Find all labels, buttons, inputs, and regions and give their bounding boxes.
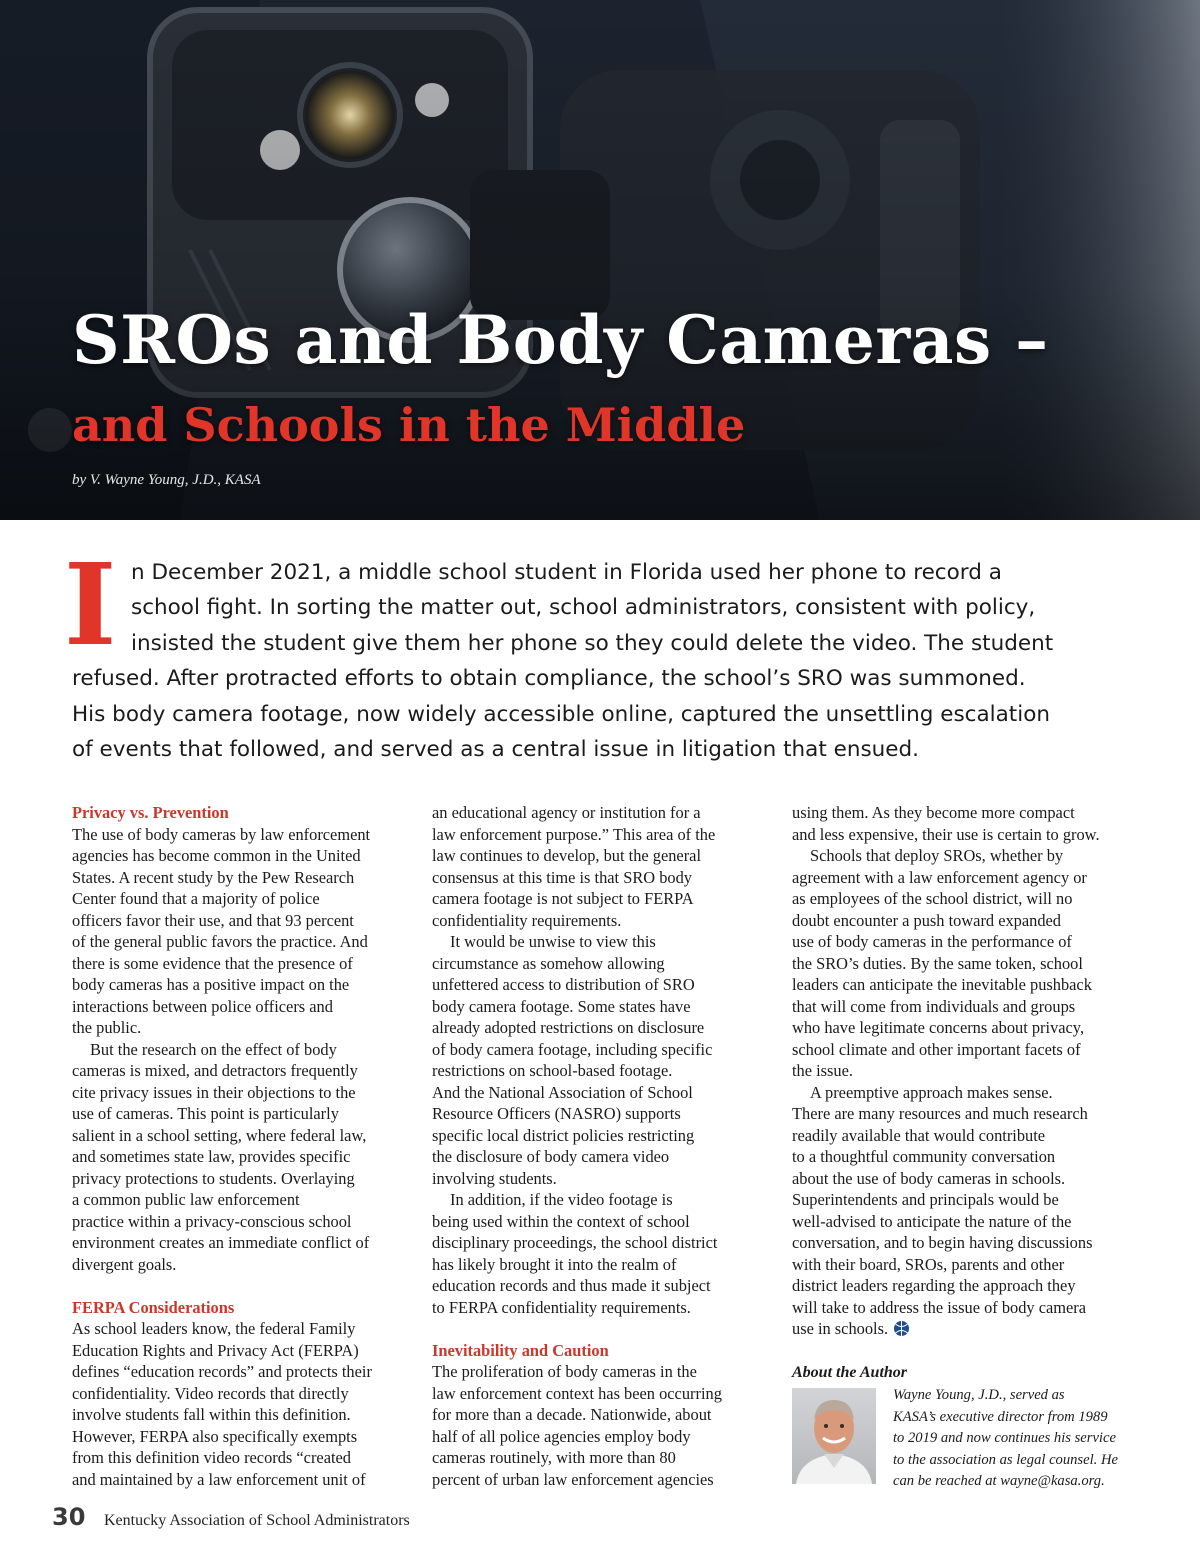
column-1 [72, 802, 412, 1490]
text-line: to FERPA confidentiality requirements. [432, 1297, 691, 1317]
text-line: there is some evidence that the presence of [72, 953, 353, 973]
section-heading: Inevitability and Caution [432, 1340, 609, 1360]
column-3 [792, 802, 1132, 1340]
text-line: camera footage is not subject to FERPA [432, 889, 694, 908]
text-line: And the National Association of School [432, 1082, 693, 1102]
text-line: to 2019 and now continues his service [893, 1430, 1116, 1446]
text-line: can be reached at wayne@kasa.org. [893, 1473, 1105, 1489]
text-line: involve students fall within this definition. [72, 1405, 351, 1424]
text-line: from this definition video records “created [72, 1448, 351, 1467]
text-line: cameras is mixed, and detractors frequently [72, 1061, 358, 1080]
text-line: a common public law enforcement [72, 1190, 300, 1209]
text-line: restrictions on school-based footage. [432, 1061, 673, 1080]
basketball-end-icon [894, 1321, 909, 1336]
text-line: use of body cameras in the performance of [792, 932, 1072, 951]
paragraph [792, 1082, 1132, 1340]
text-line: percent of urban law enforcement agencies [432, 1469, 714, 1489]
text-line: defines “education records” and protects their [72, 1362, 372, 1381]
text-line: with their board, SROs, parents and other [792, 1254, 1065, 1274]
text-line: Schools that deploy SROs, whether by [810, 846, 1064, 865]
text-line: Wayne Young, J.D., served as [893, 1387, 1065, 1403]
intro-line: insisted the student give them her phone so they could delete the video. The student [131, 631, 1054, 656]
text-line: confidentiality. Video records that directly [72, 1383, 349, 1403]
text-line: However, FERPA also specifically exempts [72, 1426, 358, 1446]
text-line-final [792, 1318, 1132, 1340]
page-number: 30 [52, 1503, 86, 1531]
publication-name: Kentucky Association of School Administrators [104, 1512, 410, 1529]
text-line: already adopted restrictions on disclosure [432, 1018, 705, 1037]
text-line: agencies has become common in the United [72, 846, 361, 865]
text-line: and maintained by a law enforcement unit of [72, 1469, 366, 1489]
paragraph [432, 931, 772, 1189]
hero-image [0, 0, 1200, 520]
text-line: school climate and other important facets of [792, 1039, 1081, 1059]
text-line: A preemptive approach makes sense. [810, 1082, 1053, 1102]
text-line: It would be unwise to view this [450, 932, 656, 951]
text-line: agreement with a law enforcement agency or [792, 867, 1087, 887]
text-line: the public. [72, 1018, 142, 1037]
text-line: the SRO’s duties. By the same token, school [792, 953, 1083, 973]
intro-line: of events that followed, and served as a central issue in litigation that ensued. [72, 737, 919, 762]
text-line: of the general public favors the practice. And [72, 932, 368, 951]
text-line: salient in a school setting, where federal law, [72, 1125, 367, 1145]
text-line: use of cameras. This point is particularly [72, 1104, 339, 1123]
section-heading: Privacy vs. Prevention [72, 803, 229, 822]
text-line: being used within the context of school [432, 1211, 690, 1231]
paragraph [72, 1039, 412, 1276]
text-line: an educational agency or institution for a [432, 803, 701, 822]
text-line: Resource Officers (NASRO) supports [432, 1104, 681, 1123]
text-line: has likely brought it into the realm of [432, 1254, 677, 1274]
text-line: well-advised to anticipate the nature of the [792, 1211, 1072, 1231]
text-line: As school leaders know, the federal Family [72, 1319, 356, 1338]
article-subtitle: and Schools in the Middle [72, 398, 746, 452]
text-line: law enforcement purpose.” This area of the [432, 824, 716, 844]
text-line: cameras routinely, with more than 80 [432, 1448, 676, 1467]
text-line: disciplinary proceedings, the school district [432, 1233, 718, 1252]
text-line: confidentiality requirements. [432, 910, 622, 930]
text-line: specific local district policies restricting [432, 1125, 695, 1145]
intro-line: refused. After protracted efforts to obtain compliance, the school’s SRO was summoned. [72, 666, 1026, 691]
text-line: for more than a decade. Nationwide, about [432, 1405, 712, 1424]
text-line: But the research on the effect of body [90, 1039, 337, 1059]
text-line: consensus at this time is that SRO body [432, 867, 692, 887]
intro-line: His body camera footage, now widely accessible online, captured the unsettling escalation [72, 702, 1050, 727]
text-line: unfettered access to distribution of SRO [432, 975, 695, 994]
text-line: doubt encounter a push toward expanded [792, 910, 1061, 930]
text-line: In addition, if the video footage is [450, 1190, 673, 1209]
paragraph [432, 1189, 772, 1318]
text-line: KASA’s executive director from 1989 [893, 1408, 1108, 1425]
text-line: and less expensive, their use is certain to grow. [792, 824, 1100, 844]
text-line: law continues to develop, but the general [432, 846, 701, 865]
text-line: officers favor their use, and that 93 percent [72, 910, 354, 930]
author-bio [893, 1385, 1143, 1493]
text-line: readily available that would contribute [792, 1125, 1046, 1145]
paragraph [432, 1361, 772, 1490]
text-line: interactions between police officers and [72, 996, 333, 1016]
text-line: involving students. [432, 1168, 557, 1188]
drop-cap: I [64, 540, 117, 671]
paragraph [792, 845, 1132, 1082]
byline: by V. Wayne Young, J.D., KASA [72, 472, 261, 488]
text-line: as employees of the school district, will no [792, 889, 1073, 908]
intro-line: school fight. In sorting the matter out, school administrators, consistent with policy, [131, 595, 1036, 620]
paragraph [792, 802, 1132, 845]
intro-line: n December 2021, a middle school student in Florida used her phone to record a [131, 560, 1002, 585]
text-line: circumstance as somehow allowing [432, 953, 665, 973]
text-line: privacy protections to students. Overlaying [72, 1168, 355, 1188]
text-line: that will come from individuals and groups [792, 996, 1076, 1016]
text-line: about the use of body cameras in schools. [792, 1168, 1066, 1188]
text-line: of body camera footage, including specific [432, 1039, 713, 1059]
text-line: The proliferation of body cameras in the [432, 1362, 697, 1381]
column-2 [432, 802, 772, 1490]
text-line: to the association as legal counsel. He [893, 1451, 1118, 1468]
text-line: Education Rights and Privacy Act (FERPA) [72, 1340, 359, 1360]
section-heading: FERPA Considerations [72, 1297, 235, 1317]
text-line: district leaders regarding the approach they [792, 1276, 1076, 1295]
paragraph [72, 1318, 412, 1490]
text-line: and sometimes state law, provides specific [72, 1147, 351, 1166]
text-line: divergent goals. [72, 1254, 177, 1274]
text-line: environment creates an immediate conflict of [72, 1233, 370, 1252]
text-line: body cameras has a positive impact on the [72, 975, 350, 994]
text-line: Superintendents and principals would be [792, 1190, 1059, 1209]
paragraph [72, 824, 412, 1039]
text-line: States. A recent study by the Pew Research [72, 867, 355, 887]
text-line: conversation, and to begin having discussions [792, 1233, 1093, 1252]
text-line: There are many resources and much research [792, 1104, 1088, 1123]
text-line: the issue. [792, 1061, 854, 1080]
text-line: The use of body cameras by law enforcement [72, 824, 371, 844]
text-line: will take to address the issue of body camera [792, 1297, 1087, 1317]
text-line: the disclosure of body camera video [432, 1147, 670, 1166]
about-author-heading: About the Author [792, 1364, 908, 1381]
text-line: body camera footage. Some states have [432, 996, 691, 1016]
text-line: education records and thus made it subject [432, 1276, 711, 1295]
text-line: use in schools. [792, 1319, 889, 1338]
text-line: using them. As they become more compact [792, 803, 1075, 822]
text-line: cite privacy issues in their objections to the [72, 1082, 356, 1102]
text-line: Center found that a majority of police [72, 889, 320, 908]
text-line: leaders can anticipate the inevitable pushback [792, 975, 1092, 994]
text-line: law enforcement context has been occurring [432, 1383, 722, 1403]
text-line: practice within a privacy-conscious school [72, 1211, 352, 1231]
paragraph [432, 802, 772, 931]
article-title: SROs and Body Cameras – [72, 301, 1049, 379]
author-photo [792, 1388, 876, 1484]
text-line: who have legitimate concerns about privacy, [792, 1018, 1085, 1037]
text-line: half of all police agencies employ body [432, 1426, 691, 1446]
text-line: to a thoughtful community conversation [792, 1147, 1056, 1166]
